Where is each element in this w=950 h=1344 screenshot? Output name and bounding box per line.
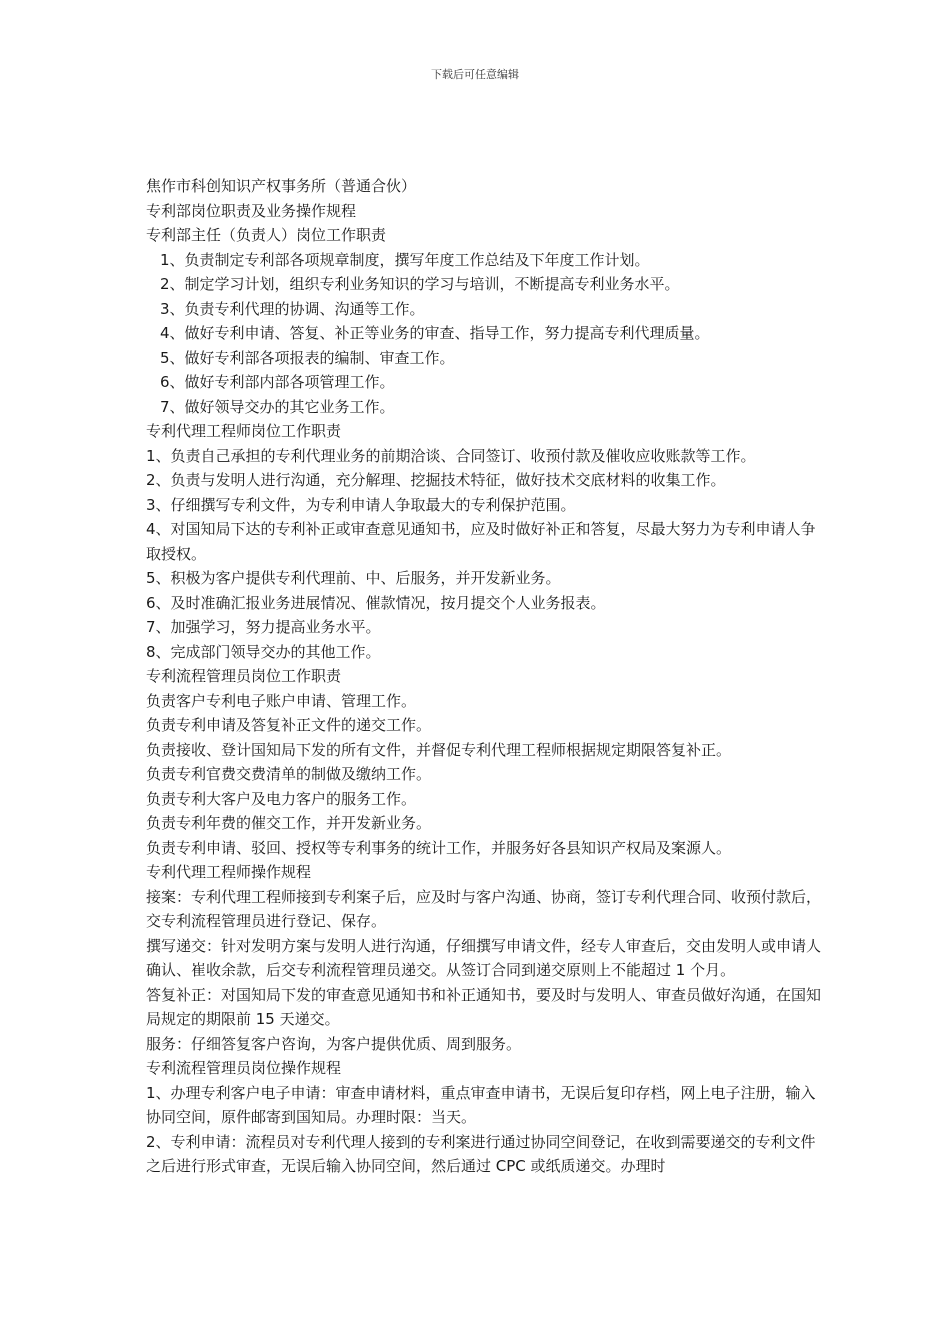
section-director-title: 专利部主任（负责人）岗位工作职责	[146, 226, 387, 244]
list-item: 负责专利申请、驳回、授权等专利事务的统计工作，并服务好各县知识产权局及案源人。	[146, 838, 732, 857]
firm-name: 焦作市科创知识产权事务所（普通合伙）	[146, 177, 417, 195]
list-item: 7、做好领导交办的其它业务工作。	[160, 397, 395, 416]
list-item: 8、完成部门领导交办的其他工作。	[146, 642, 381, 661]
section-engineer-title: 专利代理工程师岗位工作职责	[146, 422, 342, 440]
list-item: 2、制定学习计划，组织专利业务知识的学习与培训，不断提高专利业务水平。	[160, 275, 680, 293]
list-item: 1、办理专利客户电子申请：审查申请材料，重点审查申请书，无误后复印存档，网上电子注册，输入协同空间，原件邮寄到国知局。办理时限：当天。	[146, 1083, 816, 1126]
list-item: 接案：专利代理工程师接到专利案子后，应及时与客户沟通、协商，签订专利代理合同、收预付款后，交专利流程管理员进行登记、保存。	[146, 887, 822, 930]
list-item: 7、加强学习，努力提高业务水平。	[146, 618, 381, 636]
list-item: 5、做好专利部各项报表的编制、审查工作。	[160, 348, 455, 367]
list-item: 3、负责专利代理的协调、沟通等工作。	[160, 299, 425, 318]
list-item: 3、仔细撰写专利文件，为专利申请人争取最大的专利保护范围。	[146, 495, 576, 514]
document-body	[146, 174, 826, 1179]
list-item: 负责专利官费交费清单的制做及缴纳工作。	[146, 765, 432, 783]
list-item: 服务：仔细答复客户咨询，为客户提供优质、周到服务。	[146, 1034, 522, 1053]
list-item: 答复补正：对国知局下发的审查意见通知书和补正通知书，要及时与发明人、审查员做好沟通，在国知局规定的期限前 15 天递交。	[146, 985, 822, 1028]
list-item: 2、负责与发明人进行沟通，充分解理、挖掘技术特征，做好技术交底材料的收集工作。	[146, 471, 726, 489]
list-item: 4、对国知局下达的专利补正或审查意见通知书，应及时做好补正和答复，尽最大努力为专利申请人争取授权。	[146, 520, 816, 563]
list-item: 负责接收、登计国知局下发的所有文件，并督促专利代理工程师根据规定期限答复补正。	[146, 740, 732, 759]
list-item: 1、负责自己承担的专利代理业务的前期洽谈、合同签订、收预付款及催收应收账款等工作。	[146, 446, 756, 465]
section-manager-procedure-title: 专利流程管理员岗位操作规程	[146, 1059, 342, 1077]
list-item: 1、负责制定专利部各项规章制度，撰写年度工作总结及下年度工作计划。	[160, 250, 650, 269]
list-item: 2、专利申请：流程员对专利代理人接到的专利案进行通过协同空间登记，在收到需要递交的专利文件之后进行形式审查，无误后输入协同空间，然后通过 CPC 或纸质递交。办理时	[146, 1132, 816, 1175]
doc-title: 专利部岗位职责及业务操作规程	[146, 201, 357, 220]
list-item: 撰写递交：针对发明方案与发明人进行沟通，仔细撰写申请文件，经专人审查后，交由发明人或申请人确认、崔收余款，后交专利流程管理员递交。从签订合同到递交原则上不能超过 1 个月。	[146, 936, 822, 979]
section-process-manager-title: 专利流程管理员岗位工作职责	[146, 667, 342, 685]
header-note: 下载后可任意编辑	[431, 68, 519, 81]
list-item: 负责专利申请及答复补正文件的递交工作。	[146, 716, 432, 734]
section-engineer-procedure-title: 专利代理工程师操作规程	[146, 863, 312, 881]
list-item: 负责专利大客户及电力客户的服务工作。	[146, 789, 417, 808]
list-item: 4、做好专利申请、答复、补正等业务的审查、指导工作，努力提高专利代理质量。	[160, 324, 710, 342]
list-item: 负责客户专利电子账户申请、管理工作。	[146, 691, 417, 710]
list-item: 负责专利年费的催交工作，并开发新业务。	[146, 814, 432, 832]
list-item: 5、积极为客户提供专利代理前、中、后服务，并开发新业务。	[146, 569, 561, 587]
list-item: 6、及时准确汇报业务进展情况、催款情况，按月提交个人业务报表。	[146, 593, 606, 612]
list-item: 6、做好专利部内部各项管理工作。	[160, 373, 395, 391]
